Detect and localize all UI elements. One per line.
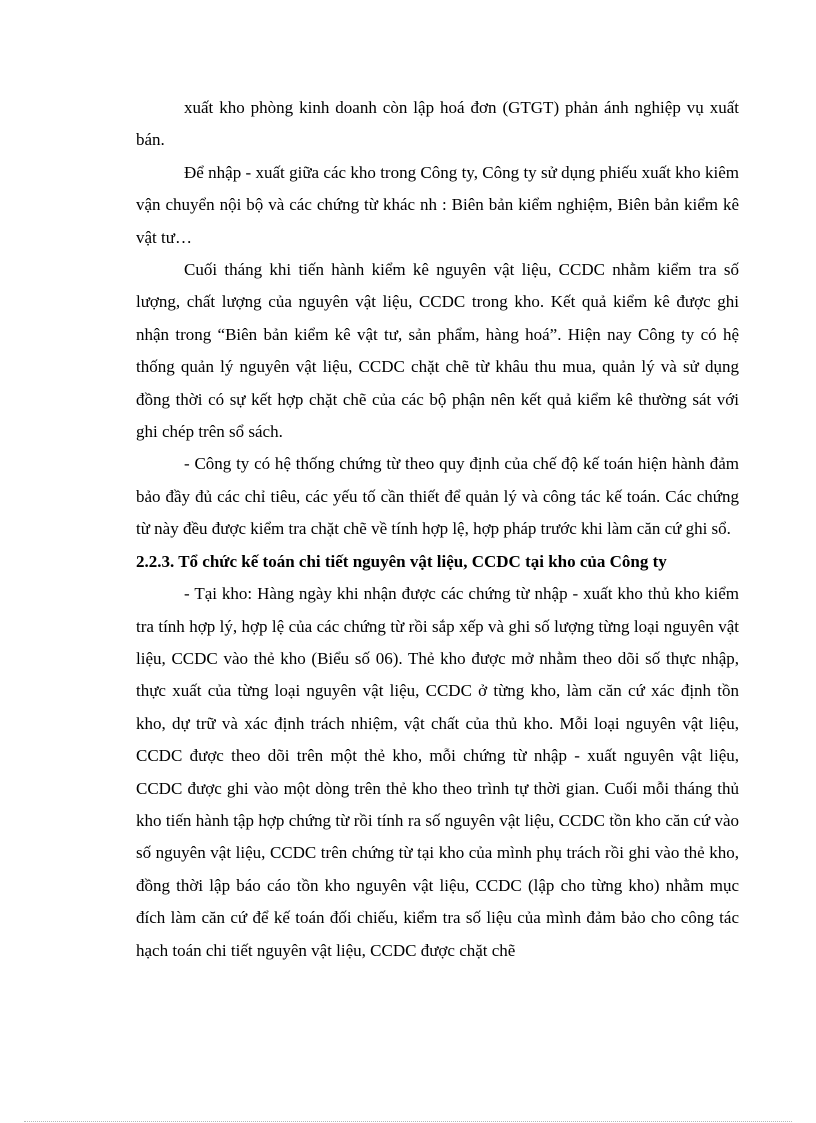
- page-bottom-divider: [24, 1121, 792, 1122]
- document-body: [136, 92, 739, 967]
- paragraph-document-system: - Công ty có hệ thống chứng từ theo quy định của chế độ kế toán hiện hành đảm bảo đầy đủ các chỉ tiêu, các yếu tố cần thiết để quản lý và công tác kế toán. Các chứng từ này đều được kiểm tra chặt chẽ về tính hợp lệ, hợp pháp trước khi làm căn cứ ghi sổ.: [136, 454, 739, 539]
- paragraph-internal-transfer: Để nhập - xuất giữa các kho trong Công ty, Công ty sử dụng phiếu xuất kho kiêm vận chuyển nội bộ và các chứng từ khác nh : Biên bản kiểm nghiệm, Biên bản kiểm kê vật tư…: [136, 162, 739, 247]
- paragraph-month-end-inventory: Cuối tháng khi tiến hành kiểm kê nguyên vật liệu, CCDC nhằm kiểm tra số lượng, chất lượng của nguyên vật liệu, CCDC trong kho. Kết quả kiểm kê được ghi nhận trong “Biên bản kiểm kê vật tư, sản phẩm, hàng hoá”. Hiện nay Công ty có hệ thống quản lý nguyên vật liệu, CCDC chặt chẽ từ khâu thu mua, quản lý và sử dụng đồng thời có sự kết hợp chặt chẽ của các bộ phận nên kết quả kiểm kê thường sát với ghi chép trên sổ sách.: [136, 260, 739, 442]
- section-heading: 2.2.3. Tổ chức kế toán chi tiết nguyên vật liệu, CCDC tại kho của Công ty: [136, 551, 667, 571]
- paragraph-continuation: xuất kho phòng kinh doanh còn lập hoá đơn (GTGT) phản ánh nghiệp vụ xuất bán.: [136, 98, 739, 150]
- paragraph-at-warehouse: - Tại kho: Hàng ngày khi nhận được các chứng từ nhập - xuất kho thủ kho kiểm tra tính hợp lý, hợp lệ của các chứng từ rồi sắp xếp và ghi số lượng từng loại nguyên vật liệu, CCDC vào thẻ kho (Biểu số 06). Thẻ kho được mở nhằm theo dõi số thực nhập, thực xuất của từng loại nguyên vật liệu, CCDC ở từng kho, làm căn cứ xác định tồn kho, dự trữ và xác định trách nhiệm, vật chất của thủ kho. Mỗi loại nguyên vật liệu, CCDC được theo dõi trên một thẻ kho, mỗi chứng từ nhập - xuất nguyên vật liệu, CCDC được ghi vào một dòng trên thẻ kho theo trình tự thời gian. Cuối mỗi tháng thủ kho tiến hành tập hợp chứng từ rồi tính ra số nguyên vật liệu, CCDC tồn kho căn cứ vào số nguyên vật liệu, CCDC trên chứng từ tại kho của mình phụ trách rồi ghi vào thẻ kho, đồng thời lập báo cáo tồn kho nguyên vật liệu, CCDC (lập cho từng kho) nhằm mục đích làm căn cứ để kế toán đối chiếu, kiểm tra số liệu của mình đảm bảo cho công tác hạch toán chi tiết nguyên vật liệu, CCDC được chặt chẽ: [136, 584, 739, 960]
